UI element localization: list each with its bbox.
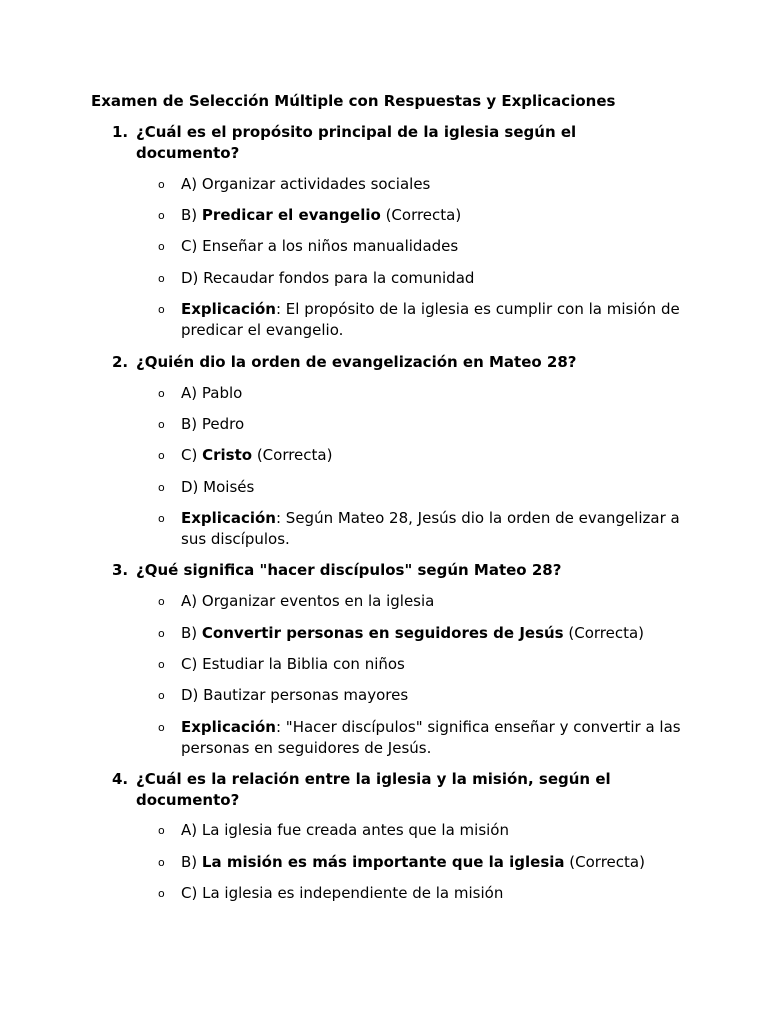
option-text: Recaudar fondos para la comunidad xyxy=(203,269,475,287)
bullet-icon: o xyxy=(158,689,165,702)
option-bold-text: Convertir personas en seguidores de Jesús xyxy=(201,624,564,642)
option-prefix: A) xyxy=(181,821,202,839)
question-text: ¿Cuál es el propósito principal de la iglesia según el documento? xyxy=(136,123,577,162)
option-prefix: C) xyxy=(181,446,203,464)
option-bold-text: Explicación xyxy=(181,300,276,318)
bullet-icon: o xyxy=(158,824,165,837)
answer-option xyxy=(181,383,681,404)
bullet-icon: o xyxy=(158,658,165,671)
answer-option xyxy=(181,477,681,498)
answer-option xyxy=(181,820,681,841)
explanation xyxy=(181,299,681,341)
bullet-icon: o xyxy=(158,272,165,285)
option-text: La iglesia es independiente de la misión xyxy=(202,884,504,902)
answer-option xyxy=(181,174,681,195)
page-title: Examen de Selección Múltiple con Respuestas y Explicaciones xyxy=(91,92,616,110)
bullet-icon: o xyxy=(158,887,165,900)
bullet-icon: o xyxy=(158,627,165,640)
option-prefix: A) xyxy=(181,592,202,610)
option-prefix: A) xyxy=(181,175,202,193)
bullet-icon: o xyxy=(158,418,165,431)
answer-option xyxy=(181,623,681,644)
option-text: : El propósito de la iglesia es cumplir con la misión de predicar el evangelio. xyxy=(181,300,680,339)
question-number: 4. xyxy=(112,770,129,788)
answer-option xyxy=(181,205,681,226)
answer-option xyxy=(181,591,681,612)
answer-option xyxy=(181,414,681,435)
option-text: La iglesia fue creada antes que la misión xyxy=(201,821,509,839)
option-text: (Correcta) xyxy=(380,206,462,224)
option-text: : Según Mateo 28, Jesús dio la orden de evangelizar a sus discípulos. xyxy=(181,509,680,548)
bullet-icon: o xyxy=(158,512,165,525)
bullet-icon: o xyxy=(158,449,165,462)
question-text: ¿Cuál es la relación entre la iglesia y la misión, según el documento? xyxy=(136,770,611,809)
option-prefix: C) xyxy=(181,237,203,255)
option-bold-text: Predicar el evangelio xyxy=(201,206,381,224)
option-text: Organizar eventos en la iglesia xyxy=(201,592,435,610)
answer-option xyxy=(181,685,681,706)
bullet-icon: o xyxy=(158,178,165,191)
option-bold-text: Explicación xyxy=(181,509,276,527)
option-text: Pedro xyxy=(201,415,245,433)
question-number: 2. xyxy=(112,353,129,371)
bullet-icon: o xyxy=(158,856,165,869)
bullet-icon: o xyxy=(158,481,165,494)
explanation xyxy=(181,717,681,759)
option-text: : "Hacer discípulos" significa enseñar y convertir a las personas en seguidores de Jesús. xyxy=(181,718,681,757)
option-text: (Correcta) xyxy=(563,624,645,642)
bullet-icon: o xyxy=(158,595,165,608)
option-text: Moisés xyxy=(203,478,255,496)
option-bold-text: Explicación xyxy=(181,718,276,736)
answer-option xyxy=(181,268,681,289)
bullet-icon: o xyxy=(158,721,165,734)
option-prefix: B) xyxy=(181,853,202,871)
bullet-icon: o xyxy=(158,303,165,316)
option-prefix: C) xyxy=(181,884,203,902)
option-prefix: D) xyxy=(181,686,204,704)
question-number: 1. xyxy=(112,123,129,141)
bullet-icon: o xyxy=(158,209,165,222)
answer-option xyxy=(181,654,681,675)
option-prefix: B) xyxy=(181,624,202,642)
question-text: ¿Quién dio la orden de evangelización en Mateo 28? xyxy=(136,353,577,371)
option-text: Organizar actividades sociales xyxy=(201,175,431,193)
question-text: ¿Qué significa "hacer discípulos" según Mateo 28? xyxy=(136,561,562,579)
option-text: Bautizar personas mayores xyxy=(203,686,409,704)
answer-option xyxy=(181,883,681,904)
answer-option xyxy=(181,236,681,257)
answer-option xyxy=(181,852,681,873)
option-text: Estudiar la Biblia con niños xyxy=(202,655,405,673)
option-bold-text: Cristo xyxy=(202,446,253,464)
option-prefix: B) xyxy=(181,415,202,433)
bullet-icon: o xyxy=(158,387,165,400)
explanation xyxy=(181,508,681,550)
question-number: 3. xyxy=(112,561,129,579)
option-text: (Correcta) xyxy=(252,446,333,464)
option-bold-text: La misión es más importante que la iglesia xyxy=(201,853,565,871)
answer-option xyxy=(181,445,681,466)
option-text: (Correcta) xyxy=(564,853,645,871)
option-text: Enseñar a los niños manualidades xyxy=(202,237,459,255)
option-prefix: B) xyxy=(181,206,202,224)
option-text: Pablo xyxy=(201,384,243,402)
option-prefix: D) xyxy=(181,269,204,287)
bullet-icon: o xyxy=(158,240,165,253)
option-prefix: D) xyxy=(181,478,204,496)
option-prefix: A) xyxy=(181,384,202,402)
option-prefix: C) xyxy=(181,655,203,673)
